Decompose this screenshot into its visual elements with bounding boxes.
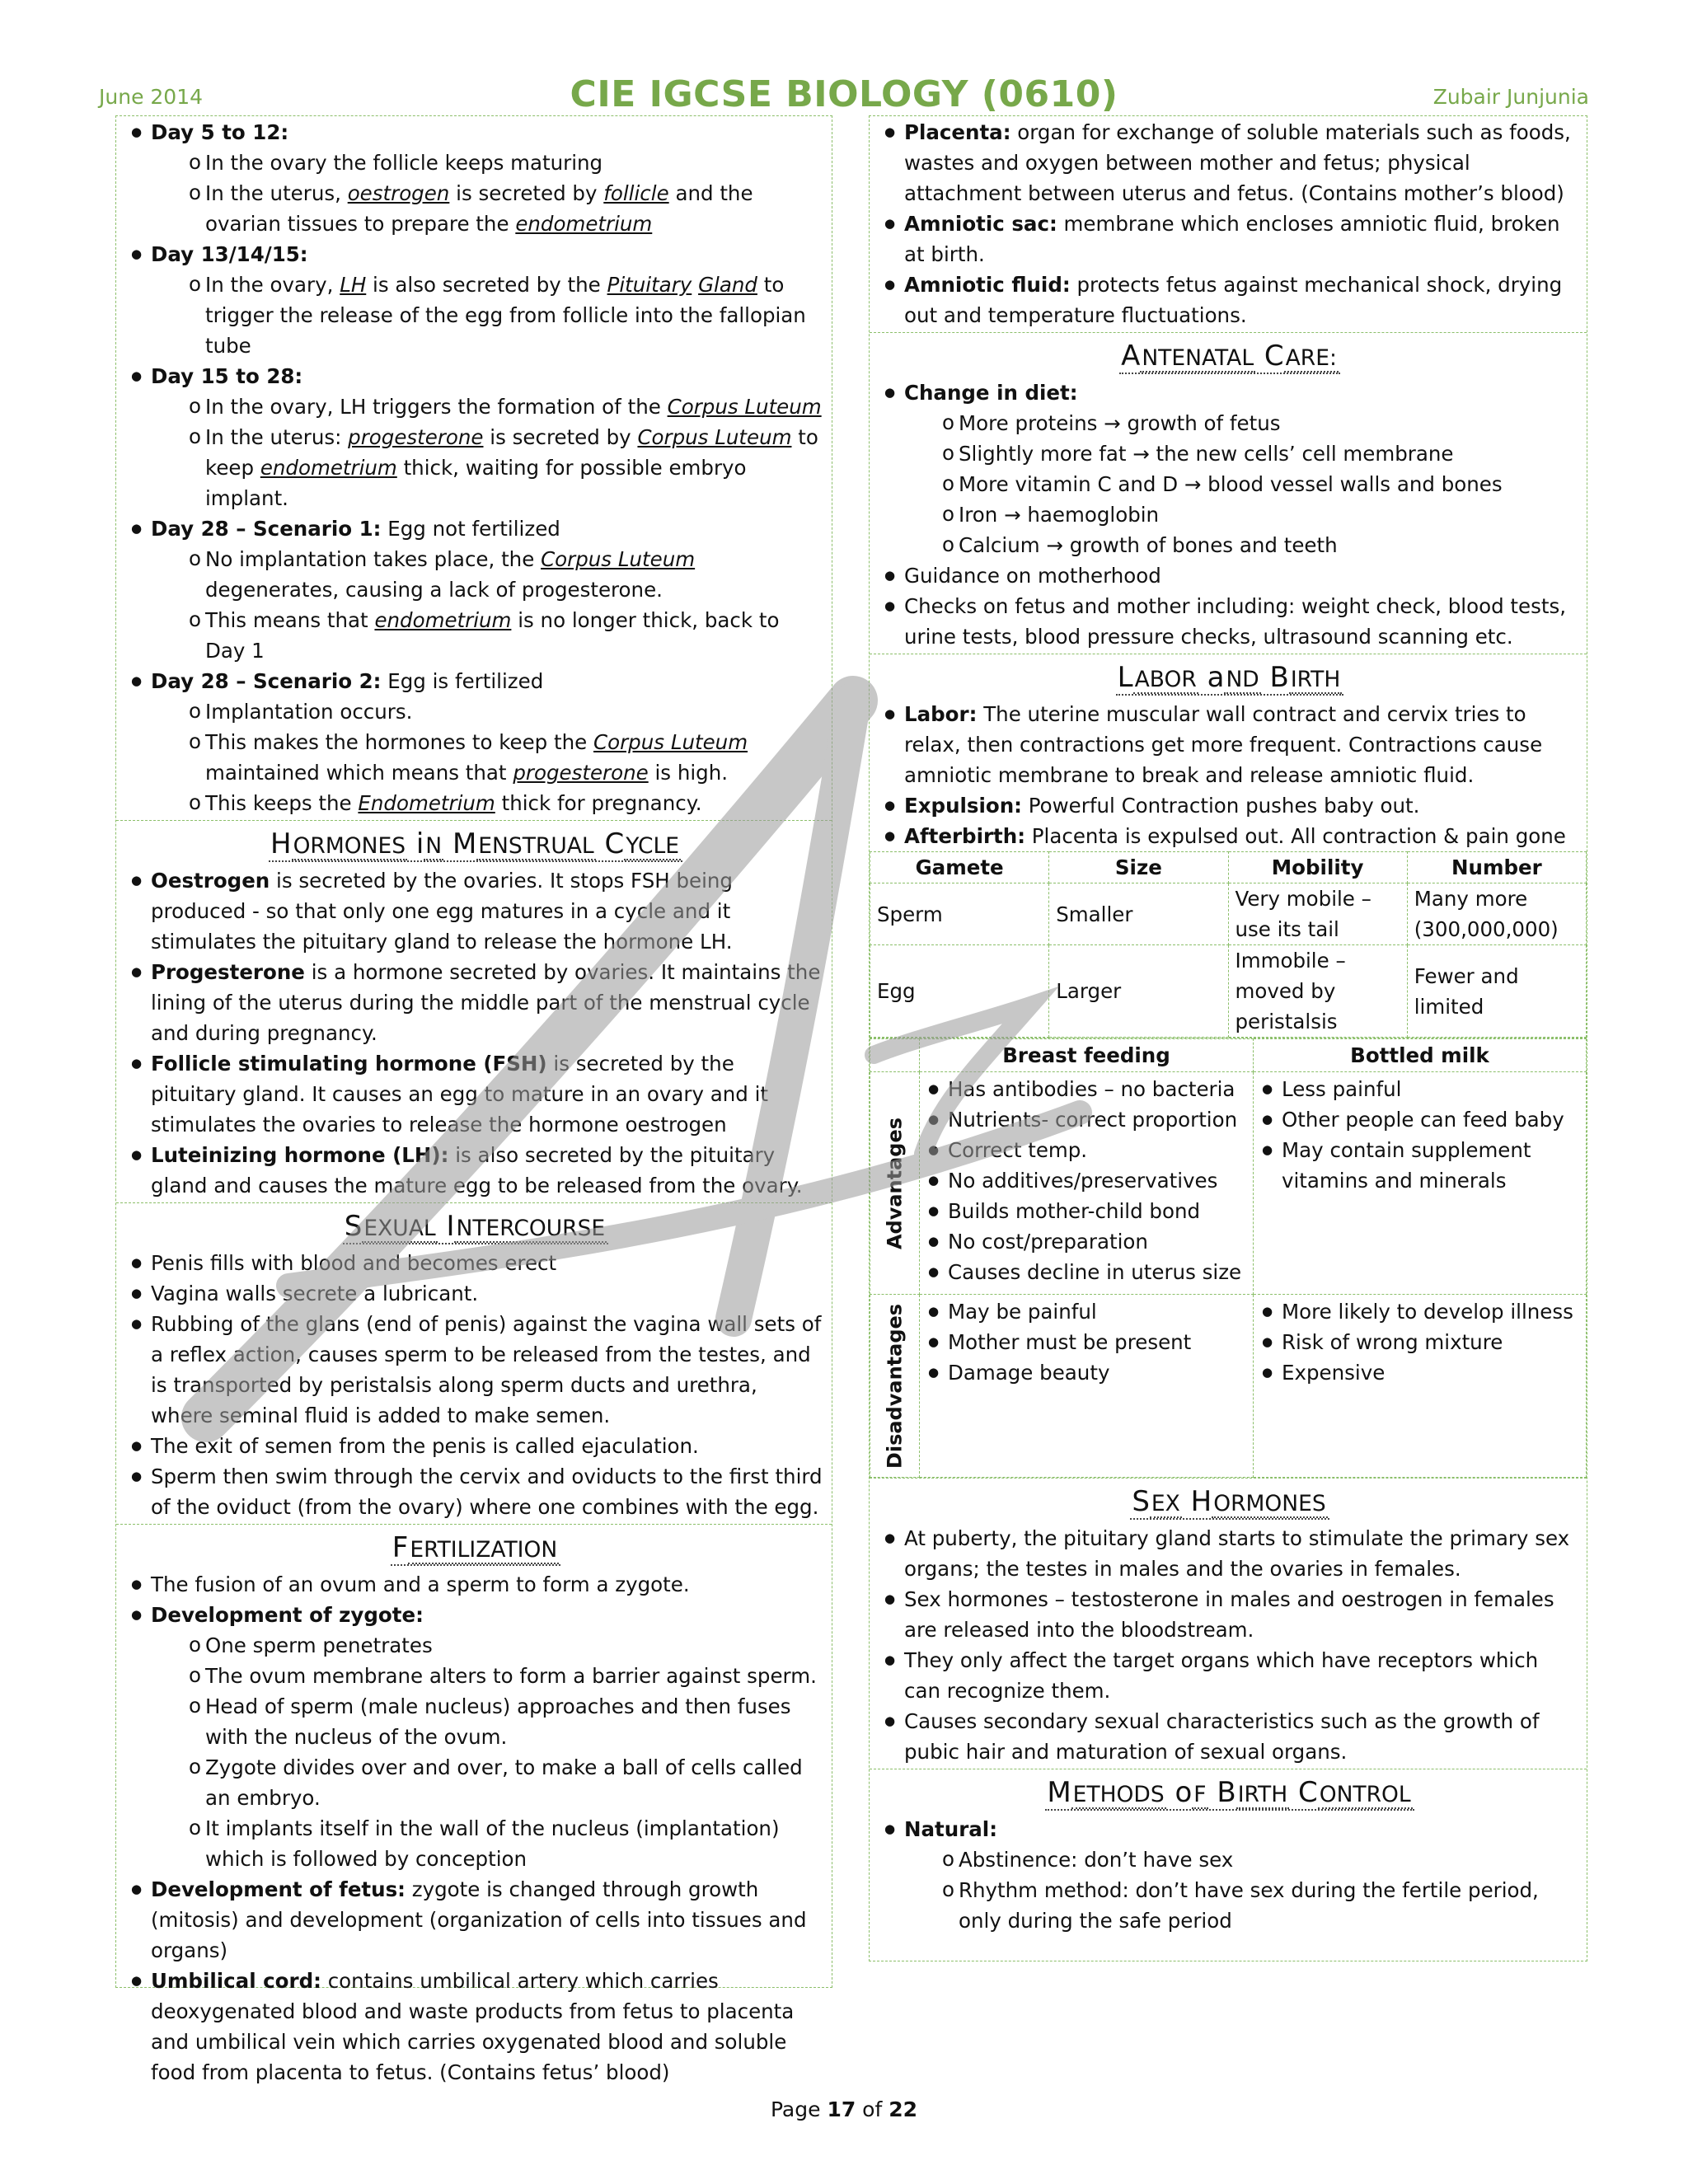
sub-list [151,148,825,239]
sub-list-item: o In the ovary, LH is also secreted by the Pituitary Gland to trigger the release of the egg from follicle into the fallopian tube [151,269,825,361]
list-item: ● Builds mother-child bond [923,1196,1250,1226]
list-item: ● Nutrients- correct proportion [923,1104,1250,1135]
list-item: ● May be painful [923,1296,1250,1327]
section-title [126,825,825,865]
birth-control-title: METHODS oF BIRTH CONTROL [1045,1776,1414,1811]
current-page-number: 17 [827,2097,856,2121]
list-item: ● Oestrogen is secreted by the ovaries. It stops FSH being produced - so that only one egg matures in a cycle and it stimulates the pituitary gland to release the hormone LH. [126,865,825,957]
sub-list-item: o Slightly more fat → the new cells’ cell membrane [904,438,1580,469]
page-header [99,66,1589,115]
placenta-list [879,117,1580,330]
sex-hormones-list [879,1523,1580,1767]
antenatal-list [879,377,1580,652]
list-item: ● Day 28 – Scenario 2: Egg is fertilized o Implantation occurs. o This makes the hormones to keep the Corpus Luteum maintained which means that progesterone is high. o This keeps the Endometrium thick for pregnancy. [126,666,825,818]
sub-list-item: o Rhythm method: don’t have sex during the fertile period, only during the safe period [904,1875,1580,1936]
section-title [879,658,1580,699]
list-item: ● Follicle stimulating hormone (FSH) is secreted by the pituitary gland. It causes an egg to mature in an ovary and it stimulates the ovaries to release the hormone oestrogen [126,1048,825,1140]
right-column [869,115,1587,1961]
list-item: ● The exit of semen from the penis is called ejaculation. [126,1431,825,1461]
sub-list [151,1630,825,1874]
sub-list-item: o One sperm penetrates [151,1630,825,1661]
bullet-list [1257,1074,1582,1196]
table-cell: Fewer and limited [1407,945,1586,1038]
list-item: ● Risk of wrong mixture [1257,1327,1582,1357]
list-item: ● No additives/preservatives [923,1165,1250,1196]
section-title [879,1483,1580,1523]
total-page-count: 22 [889,2097,918,2121]
left-column [115,115,832,2084]
sub-list [151,544,825,666]
sub-list-item: o Calcium → growth of bones and teeth [904,530,1580,560]
gamete-table-wrap [870,851,1587,1038]
header-cell: Number [1407,852,1586,883]
list-item: ● Umbilical cord: contains umbilical artery which carries deoxygenated blood and waste products from fetus to placenta and umbilical vein which carries oxygenated blood and soluble food from placenta to fetus. (Contains fetus’ blood) [126,1966,825,2088]
table-cell [920,1295,1254,1478]
list-item: ● Rubbing of the glans (end of penis) against the vagina wall sets of a reflex action, causes sperm to be released from the testes, and is transported by peristalsis along sperm ducts and urethra, where seminal fluid is added to make semen. [126,1309,825,1431]
list-item: ● Change in diet: o More proteins → growth of fetus o Slightly more fat → the new cells’ cell membrane o More vitamin C and D → blood vessel walls and bones o Iron → haemoglobin o Calcium → growth of bones and teeth [879,377,1580,560]
sub-list-item: o It implants itself in the wall of the nucleus (implantation) which is followed by conception [151,1813,825,1874]
list-item: ● Checks on fetus and mother including: weight check, blood tests, urine tests, blood pressure checks, ultrasound scanning etc. [879,591,1580,652]
footer-of: of [856,2097,889,2121]
list-item: ● Mother must be present [923,1327,1250,1357]
list-item: ● Causes decline in uterus size [923,1257,1250,1287]
footer-prefix: Page [770,2097,828,2121]
labor-list [879,699,1580,851]
sub-list-item: o Head of sperm (male nucleus) approaches and then fuses with the nucleus of the ovum. [151,1691,825,1752]
sub-list-item: o No implantation takes place, the Corpus Luteum degenerates, causing a lack of progesterone. [151,544,825,605]
header-cell: Size [1049,852,1228,883]
list-item: ● Expensive [1257,1357,1582,1388]
labor-section [870,654,1587,851]
list-item: ● Day 28 – Scenario 1: Egg not fertilized o No implantation takes place, the Corpus Luteum degenerates, causing a lack of progesterone. o This means that endometrium is no longer thick, back to Day 1 [126,513,825,666]
list-item: ● Day 5 to 12: o In the ovary the follicle keeps maturing o In the uterus, oestrogen is secreted by follicle and the ovarian tissues to prepare the endometrium [126,117,825,239]
fertilization-title: FERTILIZATION [391,1531,560,1566]
list-item: ● The fusion of an ovum and a sperm to form a zygote. [126,1569,825,1600]
feeding-table [870,1038,1587,1478]
section-title [879,1774,1580,1814]
sub-list [904,1844,1580,1936]
table-cell: Very mobile – use its tail [1228,883,1407,945]
sub-list-item: o Implantation occurs. [151,696,825,727]
header-author: Zubair Junjunia [1432,85,1589,109]
antenatal-title: ANTENATAL CARE: [1119,340,1340,374]
birth-control-list [879,1814,1580,1936]
table-row [870,1072,1587,1295]
gamete-table [870,851,1587,1038]
fertilization-section [116,1525,832,2089]
list-item: ● Penis fills with blood and becomes erect [126,1248,825,1278]
sub-list-item: o Abstinence: don’t have sex [904,1844,1580,1875]
sub-list-item: o The ovum membrane alters to form a barrier against sperm. [151,1661,825,1691]
table-cell: Smaller [1049,883,1228,945]
table-cell: Many more (300,000,000) [1407,883,1586,945]
table-row [870,1295,1587,1478]
list-item: ● Amniotic fluid: protects fetus against mechanical shock, drying out and temperature fluctuations. [879,269,1580,330]
list-item: ● Development of zygote: o One sperm penetrates o The ovum membrane alters to form a barrier against sperm. o Head of sperm (male nucleus) approaches and then fuses with the nucleus of the ovum. o Zygote divides over and over, to make a ball of cells called an embryo. o It implants itself in the wall of the nucleus (implantation) which is followed by conception [126,1600,825,1874]
bullet-list [923,1074,1250,1287]
intercourse-title: SEXUAL INTERCOURSE [343,1210,608,1244]
intercourse-section [116,1203,832,1525]
page-footer [0,2097,1688,2121]
list-item: ● May contain supplement vitamins and minerals [1257,1135,1582,1196]
bullet-list [923,1296,1250,1388]
sub-list-item: o In the ovary the follicle keeps maturing [151,148,825,178]
list-item: ● Development of fetus: zygote is changed through growth (mitosis) and development (organization of cells into tissues and organs) [126,1874,825,1966]
header-cell: Bottled milk [1254,1039,1587,1072]
table-header-row [870,1039,1587,1072]
list-item: ● Progesterone is a hormone secreted by ovaries. It maintains the lining of the uterus during the middle part of the menstrual cycle and during pregnancy. [126,957,825,1048]
hormones-title: HORMONES iN MENSTRUAL CYCLE [269,827,682,862]
antenatal-section [870,333,1587,654]
placenta-section [870,116,1587,333]
header-title: CIE IGCSE BIOLOGY (0610) [570,73,1118,115]
list-item: ● Other people can feed baby [1257,1104,1582,1135]
list-item: ● No cost/preparation [923,1226,1250,1257]
bullet-list [1257,1296,1582,1388]
table-cell [1254,1072,1587,1295]
list-item: ● Causes secondary sexual characteristics such as the growth of pubic hair and maturation of sexual organs. [879,1706,1580,1767]
sub-list-item: o More proteins → growth of fetus [904,408,1580,438]
header-cell-empty [870,1039,920,1072]
sex-hormones-section [870,1479,1587,1769]
list-item: ● Damage beauty [923,1357,1250,1388]
header-cell: Mobility [1228,852,1407,883]
table-cell: Immobile – moved by peristalsis [1228,945,1407,1038]
section-title [879,337,1580,377]
list-item: ● Vagina walls secrete a lubricant. [126,1278,825,1309]
menstrual-days-list [126,117,825,818]
sub-list [904,408,1580,560]
list-item: ● Natural: o Abstinence: don’t have sex o Rhythm method: don’t have sex during the fertile period, only during the safe period [879,1814,1580,1936]
sub-list-item: o In the uterus, oestrogen is secreted by follicle and the ovarian tissues to prepare the endometrium [151,178,825,239]
list-item: ● Guidance on motherhood [879,560,1580,591]
sub-list-item: o In the ovary, LH triggers the formation of the Corpus Luteum [151,391,825,422]
list-item: ● Day 15 to 28: o In the ovary, LH triggers the formation of the Corpus Luteum o In the uterus: progesterone is secreted by Corpus Luteum to keep endometrium thick, waiting for possible embryo implant. [126,361,825,513]
table-cell [920,1072,1254,1295]
sub-list-item: o Iron → haemoglobin [904,499,1580,530]
table-header-row [870,852,1587,883]
list-item: ● Luteinizing hormone (LH): is also secreted by the pituitary gland and causes the mature egg to be released from the ovary. [126,1140,825,1201]
row-label: Disadvantages [883,1303,906,1469]
list-item: ● Sperm then swim through the cervix and oviducts to the first third of the oviduct (from the ovary) where one combines with the egg. [126,1461,825,1522]
row-label: Advantages [883,1117,906,1249]
list-item: ● Expulsion: Powerful Contraction pushes baby out. [879,790,1580,821]
list-item: ● Less painful [1257,1074,1582,1104]
fertilization-list [126,1569,825,2088]
list-item: ● At puberty, the pituitary gland starts to stimulate the primary sex organs; the testes in males and the ovaries in females. [879,1523,1580,1584]
list-item: ● Amniotic sac: membrane which encloses amniotic fluid, broken at birth. [879,209,1580,269]
header-cell: Gamete [870,852,1049,883]
header-cell: Breast feeding [920,1039,1254,1072]
hormones-section [116,821,832,1203]
table-cell: Egg [870,945,1049,1038]
sub-list-item: o This means that endometrium is no longer thick, back to Day 1 [151,605,825,666]
labor-title: LABOR aND BIRTH [1116,661,1344,696]
list-item: ● Labor: The uterine muscular wall contract and cervix tries to relax, then contractions get more frequent. Contractions cause amniotic membrane to break and release amniotic fluid. [879,699,1580,790]
sub-list-item: o Zygote divides over and over, to make a ball of cells called an embryo. [151,1752,825,1813]
section-title [126,1529,825,1569]
sex-hormones-title: SEX HORMONES [1130,1485,1329,1520]
table-cell: Sperm [870,883,1049,945]
menstrual-days-section [116,116,832,821]
sub-list [151,696,825,818]
row-label-cell [870,1072,920,1295]
list-item: ● Correct temp. [923,1135,1250,1165]
row-label-cell [870,1295,920,1478]
list-item: ● Placenta: organ for exchange of soluble materials such as foods, wastes and oxygen between mother and fetus; physical attachment between uterus and fetus. (Contains mother’s blood) [879,117,1580,209]
list-item: ● More likely to develop illness [1257,1296,1582,1327]
list-item: ● Afterbirth: Placenta is expulsed out. All contraction & pain gone [879,821,1580,851]
list-item: ● Has antibodies – no bacteria [923,1074,1250,1104]
sub-list-item: o In the uterus: progesterone is secreted by Corpus Luteum to keep endometrium thick, waiting for possible embryo implant. [151,422,825,513]
sub-list-item: o This keeps the Endometrium thick for pregnancy. [151,788,825,818]
birth-control-section [870,1769,1587,1938]
list-item: ● They only affect the target organs which have receptors which can recognize them. [879,1645,1580,1706]
table-cell: Larger [1049,945,1228,1038]
intercourse-list [126,1248,825,1522]
table-row [870,883,1587,945]
list-item: ● Day 13/14/15: o In the ovary, LH is also secreted by the Pituitary Gland to trigger the release of the egg from follicle into the fallopian tube [126,239,825,361]
sub-list-item: o This makes the hormones to keep the Corpus Luteum maintained which means that progesterone is high. [151,727,825,788]
feeding-table-wrap [870,1038,1587,1479]
sub-list-item: o More vitamin C and D → blood vessel walls and bones [904,469,1580,499]
header-date: June 2014 [99,85,204,109]
hormones-list [126,865,825,1201]
table-cell [1254,1295,1587,1478]
sub-list [151,391,825,513]
section-title [126,1207,825,1248]
list-item: ● Sex hormones – testosterone in males and oestrogen in females are released into the bloodstream. [879,1584,1580,1645]
table-row [870,945,1587,1038]
sub-list [151,269,825,361]
